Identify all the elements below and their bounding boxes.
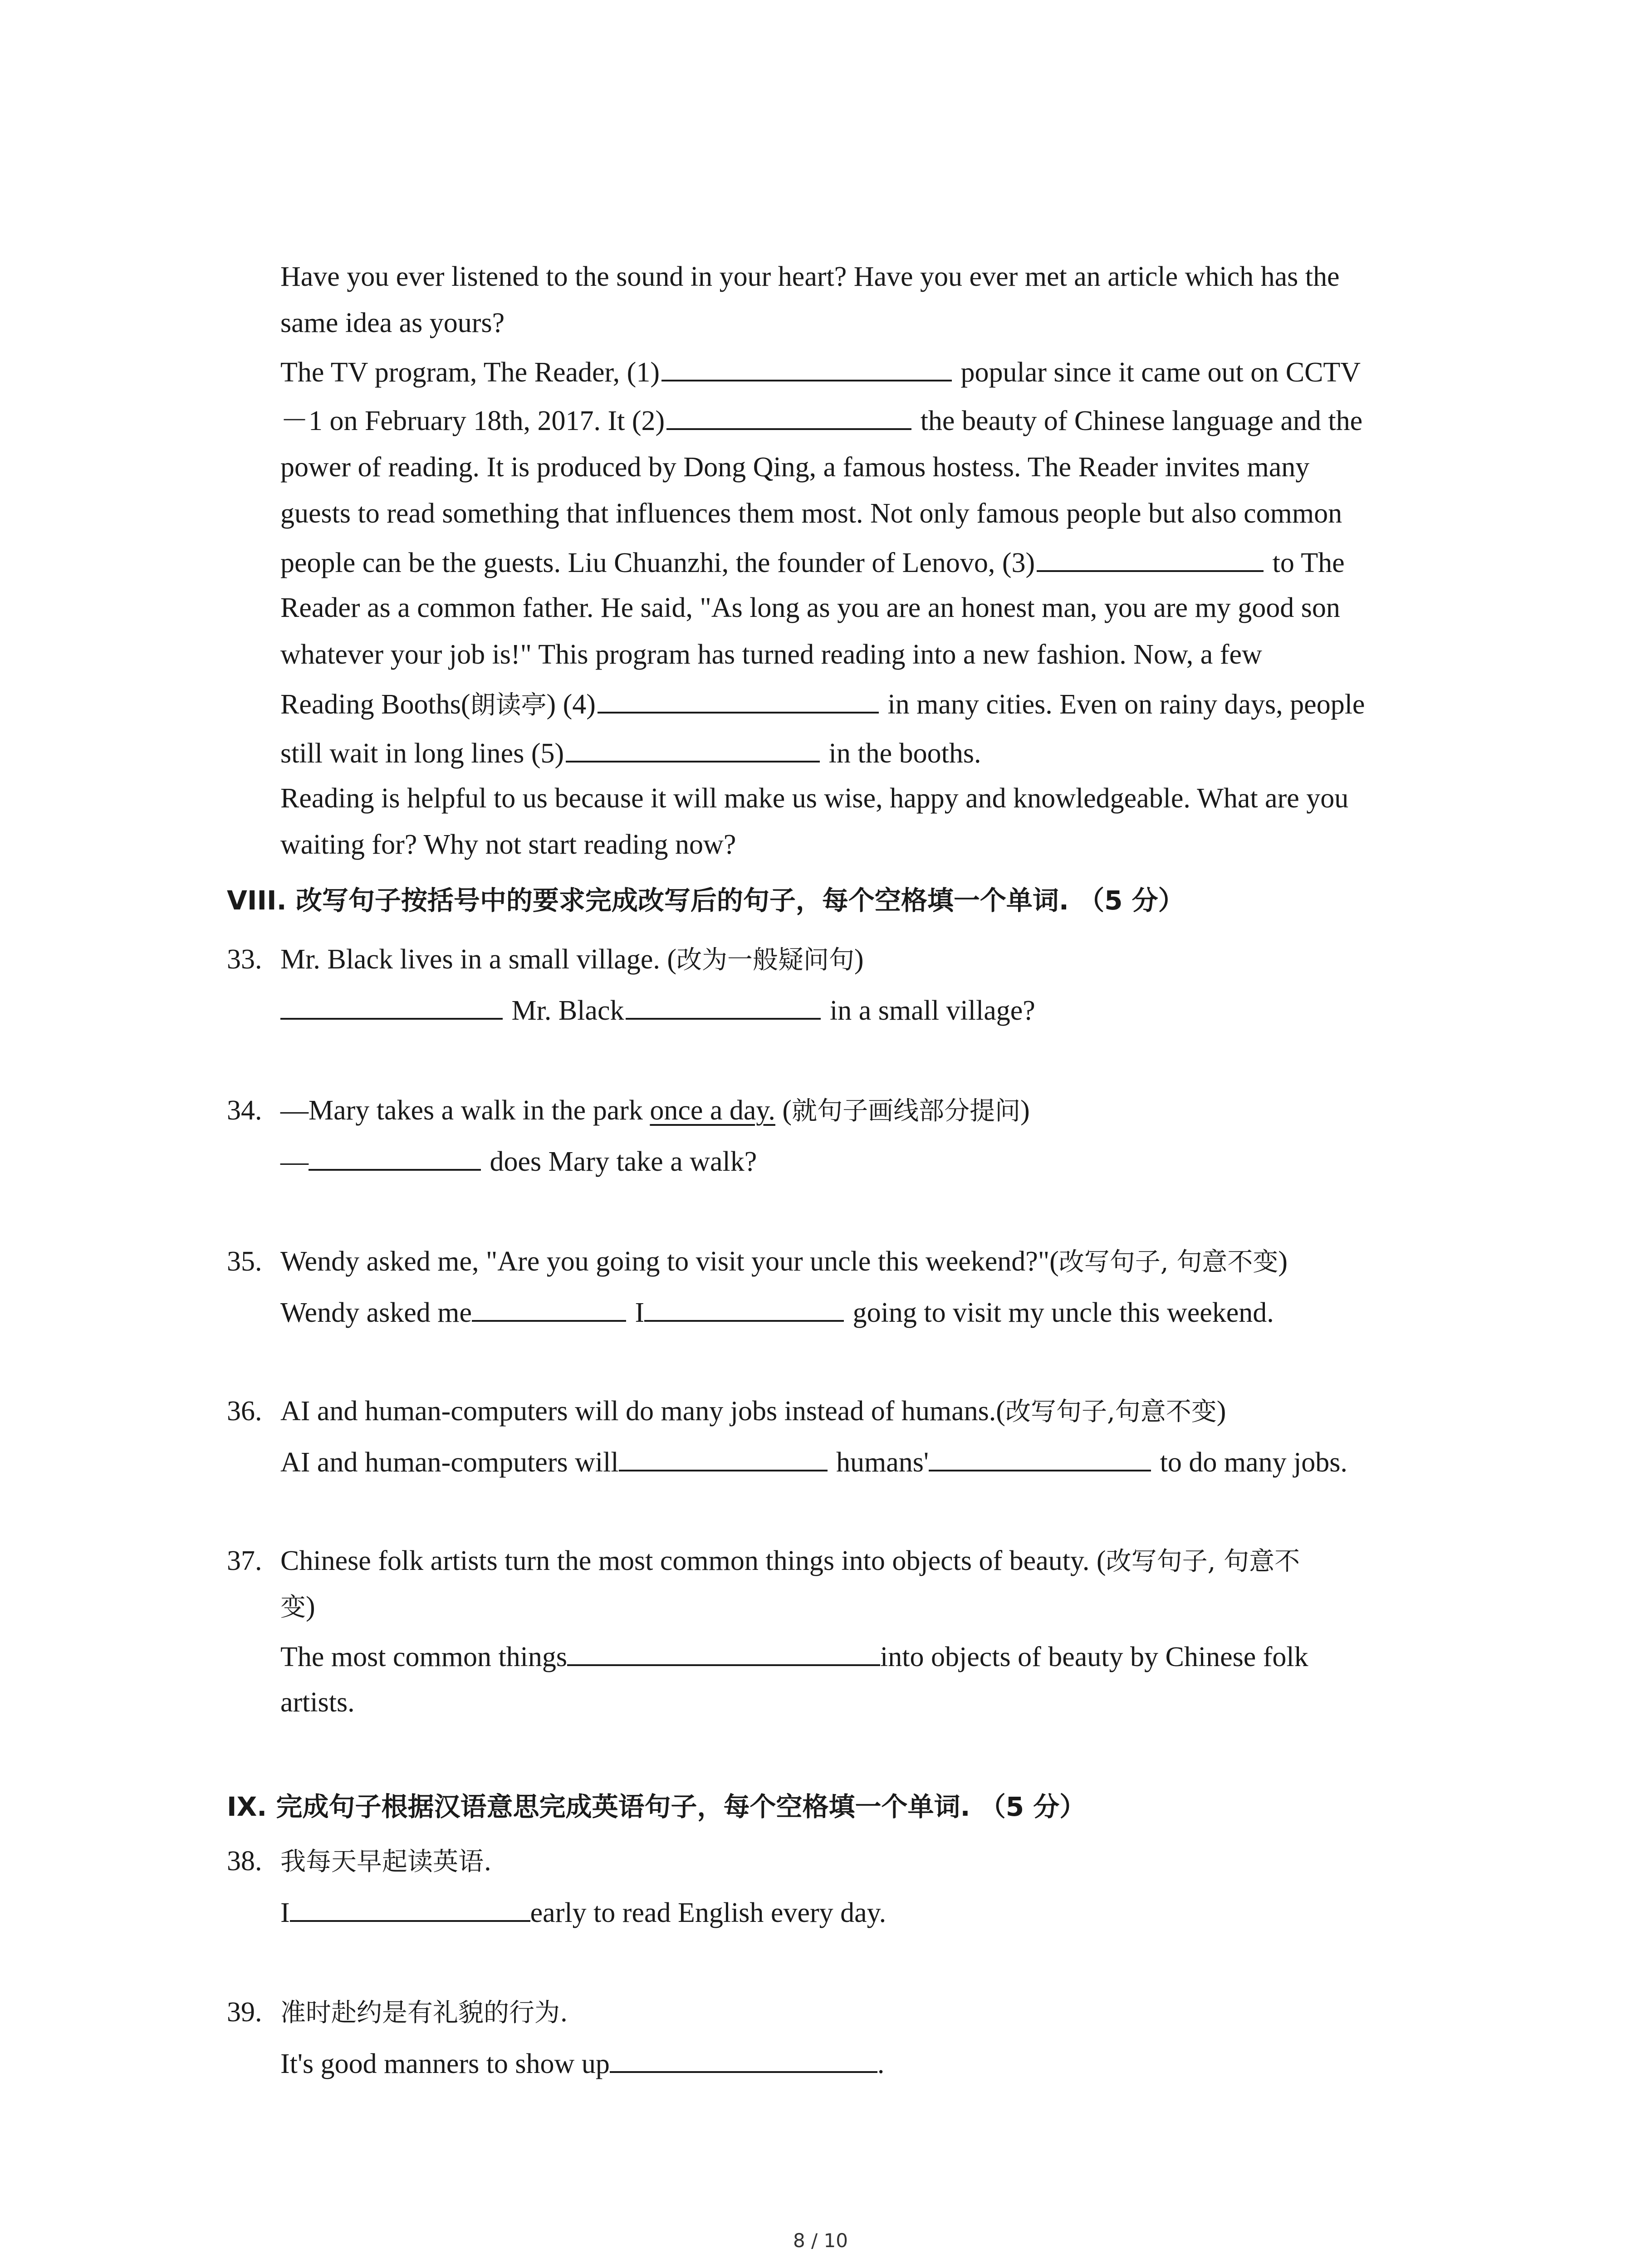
answer-text: into objects of beauty by Chinese folk — [880, 1642, 1308, 1672]
passage-line-3 — [280, 353, 1361, 391]
passage-line-2 — [280, 305, 505, 341]
question-number: 33. — [227, 944, 262, 975]
answer-blank[interactable] — [290, 1894, 530, 1922]
question-text: Chinese folk artists turn the most common things into objects of beauty. ( — [280, 1545, 1106, 1576]
passage-text: Reading Booths( — [280, 689, 470, 720]
answer-text: It's good manners to show up — [280, 2048, 610, 2079]
instruction-cn: 改为一般疑问句 — [676, 945, 854, 975]
answer-blank-1[interactable] — [661, 353, 952, 381]
passage-text: guests to read something that influences them most. Not only famous people but also common — [280, 498, 1342, 529]
question-number: 36. — [227, 1396, 262, 1427]
question-34 — [280, 1092, 1030, 1129]
passage-text: in the booths. — [822, 738, 981, 769]
answer-blank[interactable] — [472, 1294, 626, 1322]
answer-blank-5[interactable] — [566, 734, 820, 763]
passage-text: Reader as a common father. He said, "As long as you are an honest man, you are my good son — [280, 592, 1340, 623]
answer-blank[interactable] — [626, 992, 821, 1020]
passage-text: whatever your job is!" This program has turned reading into a new fashion. Now, a few — [280, 639, 1262, 670]
answer-text: — — [280, 1146, 309, 1177]
answer-line-37 — [280, 1638, 1308, 1675]
passage-line-6 — [280, 495, 1342, 532]
passage-text: in many cities. Even on rainy days, people — [880, 689, 1365, 720]
question-text: ) — [1020, 1095, 1030, 1126]
instruction-cn: 就句子画线部分提问 — [792, 1096, 1021, 1126]
answer-text: Mr. Black — [505, 995, 624, 1026]
question-38 — [280, 1843, 492, 1880]
passage-cn-text: 朗读亭 — [470, 690, 547, 720]
passage-text: Have you ever listened to the sound in your heart? Have you ever met an article which has the — [280, 261, 1340, 292]
question-text: —Mary takes a walk in the park — [280, 1095, 650, 1126]
question-37-cont — [280, 1589, 315, 1626]
passage-text: still wait in long lines (5) — [280, 738, 564, 769]
question-number: 38. — [227, 1846, 262, 1877]
answer-text: does Mary take a walk? — [483, 1146, 757, 1177]
passage-text: the beauty of Chinese language and the — [913, 406, 1363, 436]
answer-blank[interactable] — [610, 2045, 877, 2073]
instruction-cn: 改写句子, 句意不 — [1106, 1547, 1300, 1576]
question-39 — [280, 1994, 568, 2031]
answer-text: going to visit my uncle this weekend. — [846, 1297, 1274, 1328]
answer-text: to do many jobs. — [1153, 1447, 1347, 1478]
instruction-cn: 改写句子,句意不变 — [1005, 1397, 1217, 1427]
answer-text: I — [280, 1897, 290, 1928]
answer-line-33 — [280, 992, 1035, 1029]
question-text: AI and human-computers will do many jobs instead of humans.( — [280, 1396, 1005, 1427]
passage-line-1 — [280, 259, 1340, 295]
question-cn: 我每天早起读英语. — [280, 1847, 492, 1877]
passage-line-11 — [280, 734, 981, 772]
answer-line-39 — [280, 2045, 884, 2082]
passage-line-9 — [280, 636, 1262, 673]
answer-blank[interactable] — [280, 992, 503, 1020]
passage-text: Reading is helpful to us because it will make us wise, happy and knowledgeable. What are you — [280, 783, 1349, 814]
passage-line-7 — [280, 544, 1345, 581]
passage-line-13 — [280, 826, 736, 863]
answer-text: early to read English every day. — [530, 1897, 887, 1928]
question-cn: 准时赴约是有礼貌的行为. — [280, 1998, 568, 2028]
answer-text: . — [877, 2048, 885, 2079]
answer-text: AI and human-computers will — [280, 1447, 619, 1478]
answer-blank[interactable] — [309, 1143, 481, 1171]
question-33 — [280, 941, 864, 978]
section-heading: VIII. 改写句子按括号中的要求完成改写后的句子，每个空格填一个单词. （5 分） — [227, 885, 1185, 916]
passage-text: waiting for? Why not start reading now? — [280, 829, 736, 860]
passage-line-12 — [280, 780, 1348, 816]
passage-text: to The — [1265, 547, 1345, 578]
answer-text: Wendy asked me — [280, 1297, 472, 1328]
passage-text: The TV program, The Reader, (1) — [280, 357, 660, 388]
passage-text: same idea as yours? — [280, 308, 505, 338]
question-text: ( — [775, 1095, 792, 1126]
answer-text: I — [627, 1297, 645, 1328]
answer-line-34 — [280, 1143, 757, 1180]
passage-text: popular since it came out on CCTV — [953, 357, 1361, 388]
question-35 — [280, 1243, 1288, 1281]
question-text: Wendy asked me, "Are you going to visit your uncle this weekend?"( — [280, 1246, 1059, 1277]
question-number: 35. — [227, 1246, 262, 1277]
passage-line-10 — [280, 685, 1365, 723]
answer-blank[interactable] — [619, 1443, 828, 1471]
question-text: ) — [306, 1591, 315, 1622]
question-text: ) — [1278, 1246, 1288, 1277]
question-text: ) — [1216, 1396, 1226, 1427]
answer-blank[interactable] — [567, 1638, 880, 1666]
answer-text: humans' — [829, 1447, 929, 1478]
answer-blank[interactable] — [929, 1443, 1151, 1471]
passage-text: power of reading. It is produced by Dong Qing, a famous hostess. The Reader invites many — [280, 452, 1310, 483]
passage-line-5 — [280, 449, 1309, 485]
question-text: ) — [854, 944, 864, 975]
answer-blank-2[interactable] — [666, 402, 911, 430]
question-text: Mr. Black lives in a small village. ( — [280, 944, 676, 975]
question-36 — [280, 1393, 1226, 1430]
passage-text: ) (4) — [546, 689, 596, 720]
answer-blank-4[interactable] — [598, 685, 879, 714]
answer-text: in a small village? — [823, 995, 1035, 1026]
page-number: 8 / 10 — [793, 2229, 848, 2252]
passage-text: people can be the guests. Liu Chuanzhi, the founder of Lenovo, (3) — [280, 547, 1035, 578]
passage-line-8 — [280, 590, 1340, 626]
instruction-cn: 改写句子, 句意不变 — [1058, 1247, 1279, 1277]
instruction-cn: 变 — [280, 1593, 306, 1622]
question-37 — [280, 1543, 1300, 1580]
passage-text: －1 on February 18th, 2017. It (2) — [280, 406, 665, 436]
answer-text: The most common things — [280, 1642, 568, 1672]
passage-line-4 — [280, 402, 1362, 439]
answer-line-37-cont — [280, 1684, 355, 1721]
answer-line-35 — [280, 1294, 1274, 1331]
answer-text: artists. — [280, 1687, 355, 1718]
question-number: 39. — [227, 1997, 262, 2028]
answer-blank-3[interactable] — [1037, 544, 1264, 572]
question-number: 37. — [227, 1545, 262, 1576]
answer-line-38 — [280, 1894, 886, 1931]
section-heading: IX. 完成句子根据汉语意思完成英语句子，每个空格填一个单词. （5 分） — [227, 1791, 1086, 1822]
answer-line-36 — [280, 1443, 1347, 1481]
question-number: 34. — [227, 1095, 262, 1126]
underlined-phrase: once a day. — [650, 1095, 775, 1126]
answer-blank[interactable] — [644, 1294, 844, 1322]
